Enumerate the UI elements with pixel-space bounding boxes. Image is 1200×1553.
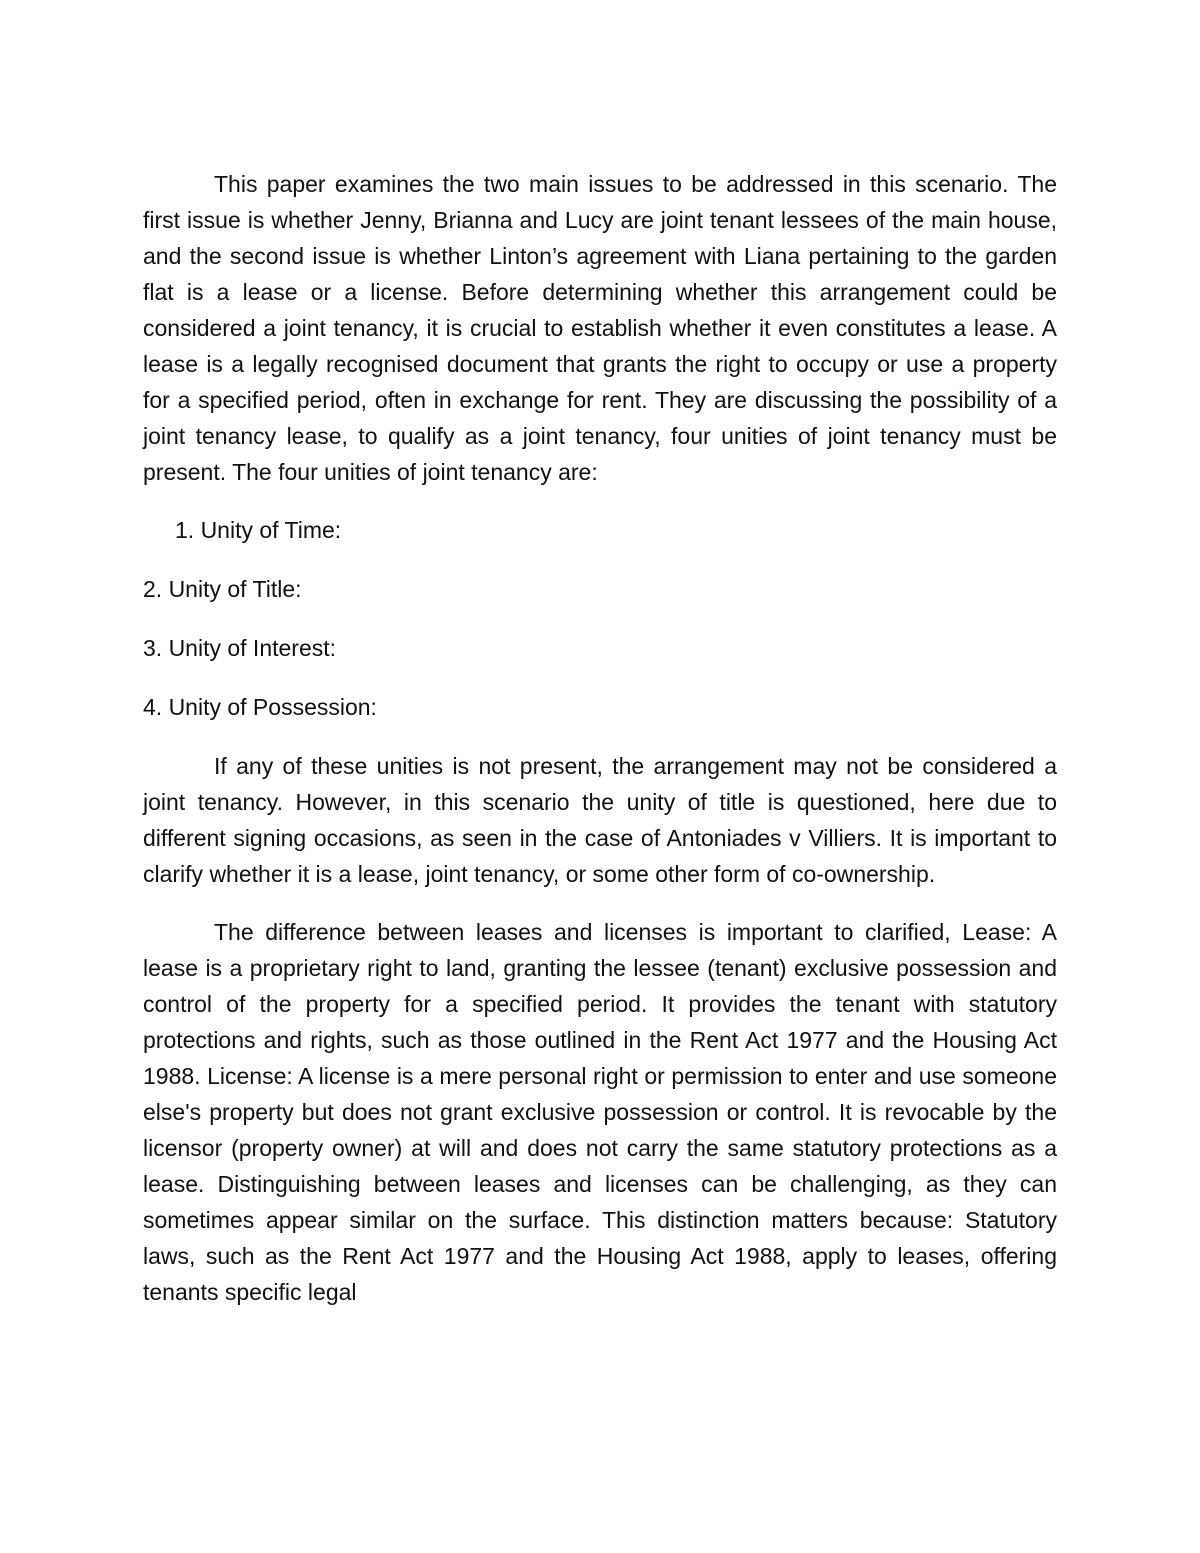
document-page [143, 166, 1057, 1310]
list-item-unity-title: 2. Unity of Title: [143, 576, 302, 602]
unities-discussion-paragraph: If any of these unities is not present, the arrangement may not be considered a joint tenancy. However, in this scenario the unity of title is questioned, here due to different signing occasions, as seen in the case of Antoniades v Villiers. It is important to clarify whether it is a lease, joint tenancy, or some other form of co-ownership. [143, 753, 1057, 887]
list-item-unity-time: 1. Unity of Time: [175, 517, 342, 543]
unities-list [143, 512, 1057, 725]
list-item-unity-interest: 3. Unity of Interest: [143, 635, 337, 661]
intro-paragraph: This paper examines the two main issues to be addressed in this scenario. The first issue is whether Jenny, Brianna and Lucy are joint tenant lessees of the main house, and the second issue is whether Linton’s agreement with Liana pertaining to the garden flat is a lease or a license. Before determining whether this arrangement could be considered a joint tenancy, it is crucial to establish whether it even constitutes a lease. A lease is a legally recognised document that grants the right to occupy or use a property for a specified period, often in exchange for rent. They are discussing the possibility of a joint tenancy lease, to qualify as a joint tenancy, four unities of joint tenancy must be present. The four unities of joint tenancy are: [143, 171, 1057, 485]
list-item-unity-possession: 4. Unity of Possession: [143, 694, 377, 720]
lease-license-paragraph: The difference between leases and licenses is important to clarified, Lease: A lease is a proprietary right to land, granting the lessee (tenant) exclusive possession and control of the property for a specified period. It provides the tenant with statutory protections and rights, such as those outlined in the Rent Act 1977 and the Housing Act 1988. License: A license is a mere personal right or permission to enter and use someone else's property but does not grant exclusive possession or control. It is revocable by the licensor (property owner) at will and does not carry the same statutory protections as a lease. Distinguishing between leases and licenses can be challenging, as they can sometimes appear similar on the surface. This distinction matters because: Statutory laws, such as the Rent Act 1977 and the Housing Act 1988, apply to leases, offering tenants specific legal [143, 919, 1057, 1305]
